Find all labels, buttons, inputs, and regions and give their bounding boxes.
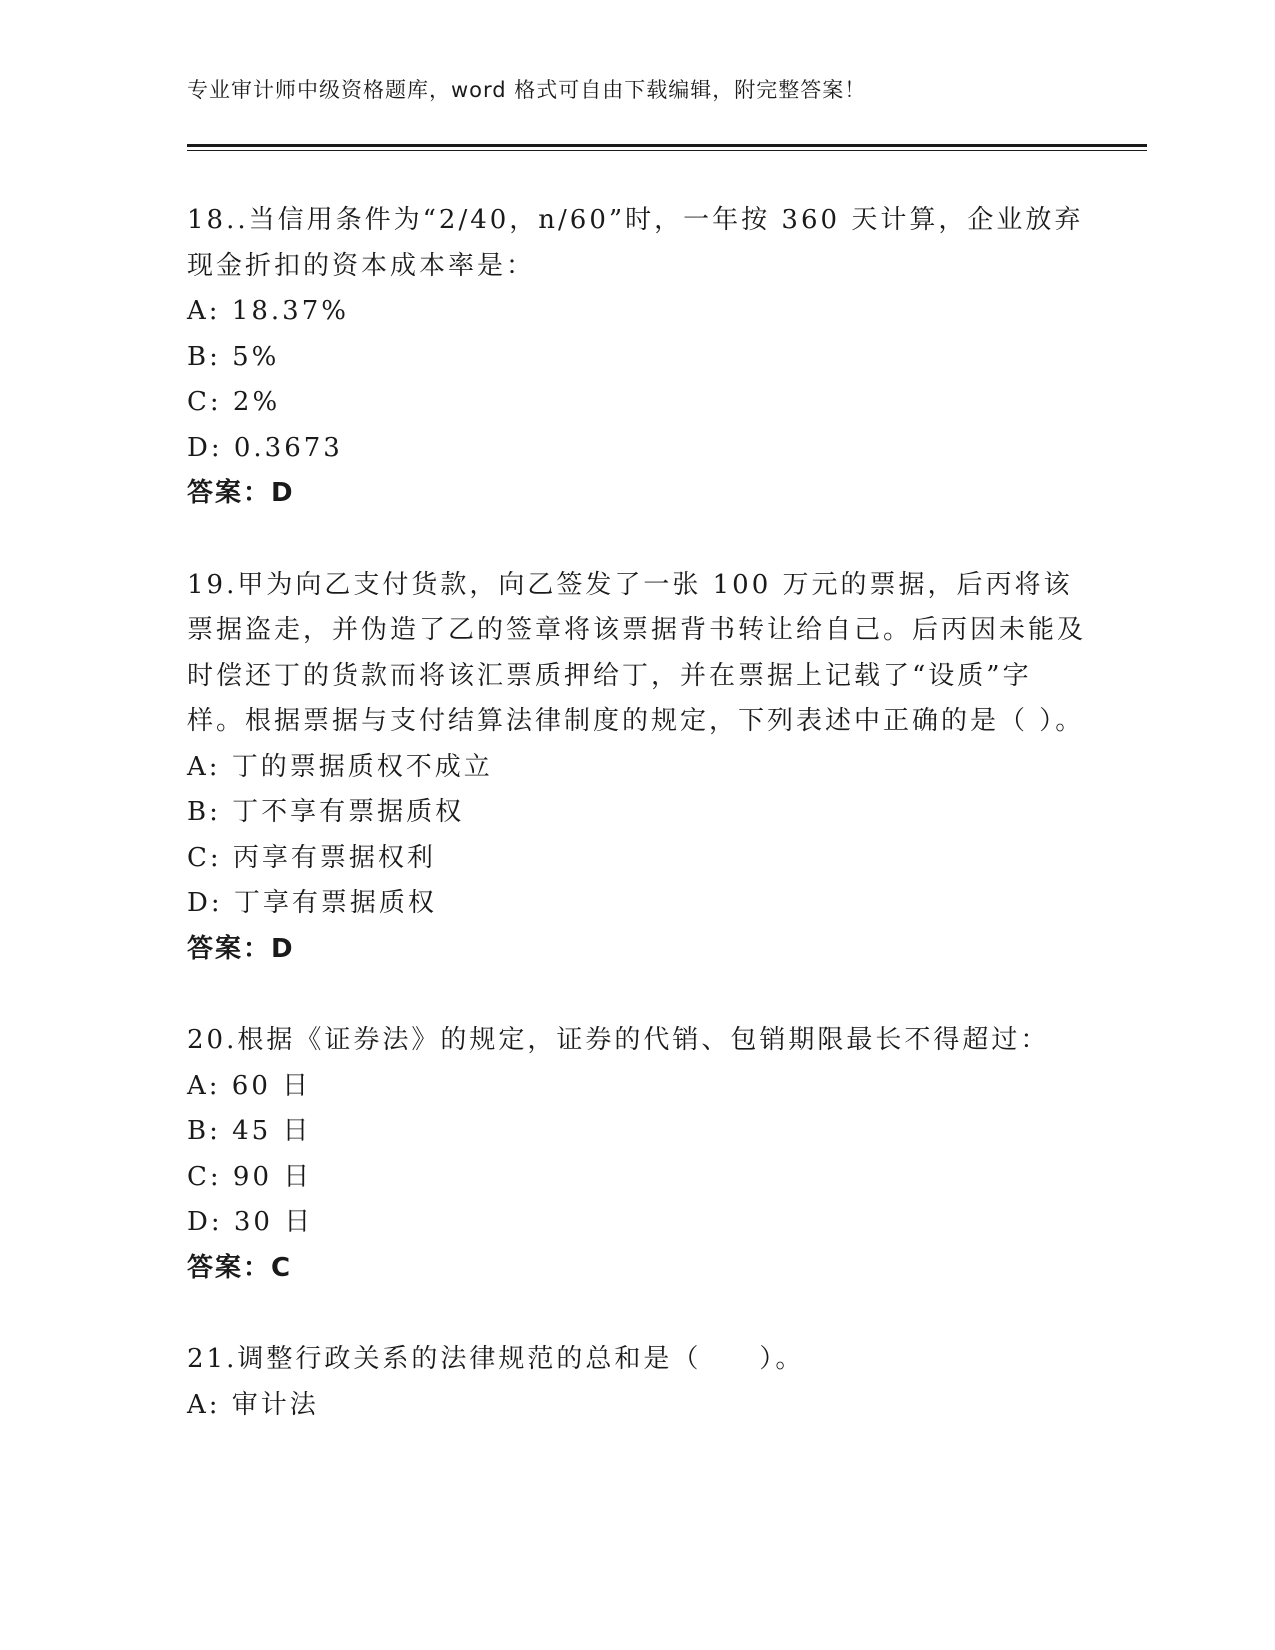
option-c: C: 2%: [187, 387, 281, 417]
option-a: A: 18.37%: [187, 296, 349, 326]
question-stem: 20.根据《证券法》的规定，证券的代销、包销期限最长不得超过：: [187, 1025, 1050, 1055]
answer: 答案：D: [187, 933, 295, 964]
answer: 答案：D: [187, 478, 295, 508]
option-d: D: 0.3673: [187, 432, 343, 463]
option-b: B: 丁不享有票据质权: [187, 797, 465, 827]
answer: 答案：C: [187, 1252, 293, 1283]
header-divider: [187, 144, 1147, 147]
option-d: D: 丁享有票据质权: [187, 888, 437, 918]
option-a: A: 60 日: [187, 1070, 312, 1101]
question-stem: 19.甲为向乙支付货款，向乙签发了一张 100 万元的票据，后丙将该票据盗走，并伪造了乙的签章将该票据背书转让给自己。后丙因未能及时偿还丁的货款而将该汇票质押给丁，并在票据上记载了“设质”字样。根据票据与支付结算法律制度的规定，下列表述中正确的是（ ）。: [187, 569, 1087, 736]
question-stem: 21.调整行政关系的法律规范的总和是（ ）。: [187, 1344, 805, 1374]
question-21: [187, 1337, 1087, 1428]
option-c: C: 丙享有票据权利: [187, 842, 436, 873]
header-divider-thin: [187, 150, 1147, 151]
question-18: [187, 198, 1087, 517]
question-list: [187, 198, 1087, 1474]
option-b: B: 45 日: [187, 1116, 312, 1146]
page-header: 专业审计师中级资格题库，word 格式可自由下载编辑，附完整答案！: [187, 78, 867, 102]
option-c: C: 90 日: [187, 1161, 313, 1192]
option-d: D: 30 日: [187, 1207, 314, 1237]
option-a: A: 审计法: [187, 1389, 319, 1420]
question-19: [187, 563, 1087, 973]
question-20: [187, 1018, 1087, 1291]
option-a: A: 丁的票据质权不成立: [187, 751, 493, 782]
option-b: B: 5%: [187, 341, 280, 372]
question-stem: 18..当信用条件为“2/40，n/60”时，一年按 360 天计算，企业放弃现金折扣的资本成本率是：: [187, 205, 1084, 281]
